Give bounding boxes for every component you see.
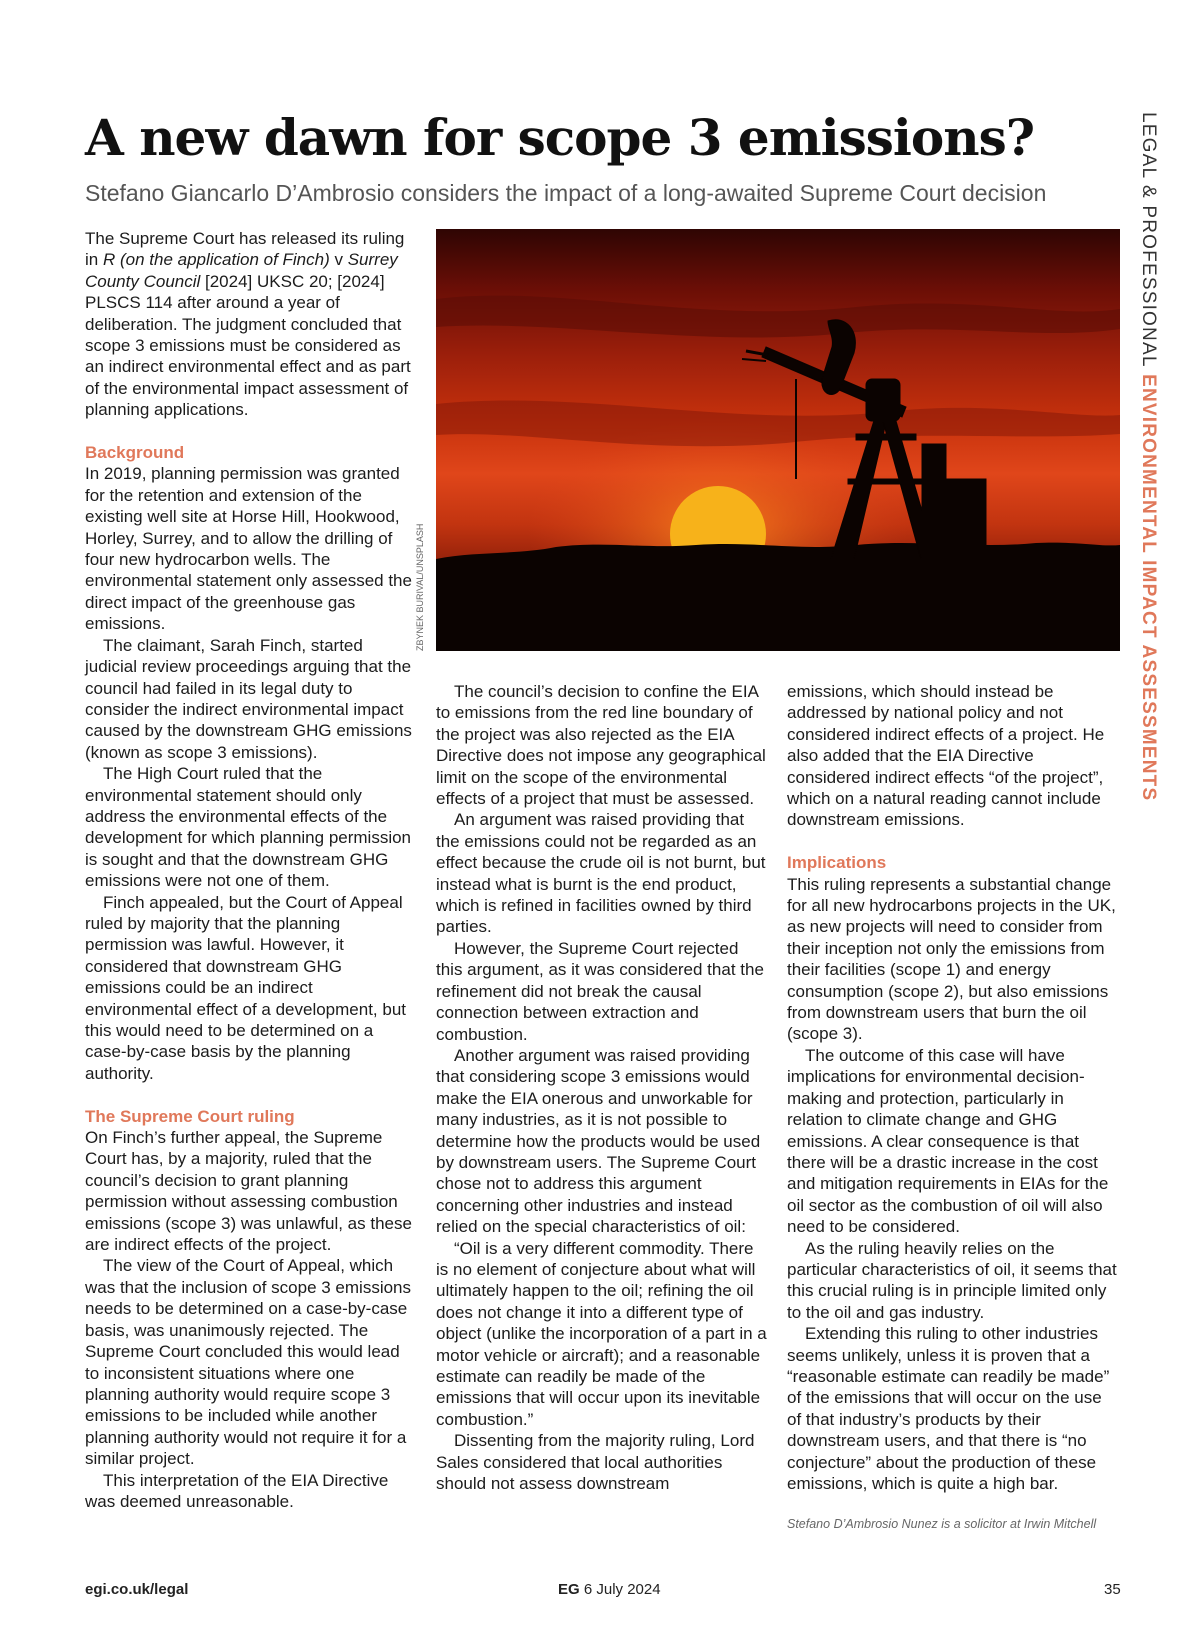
article-subtitle: Stefano Giancarlo D’Ambrosio considers the impact of a long-awaited Supreme Court decision [85, 180, 1047, 206]
implications-heading: Implications [787, 853, 887, 873]
background-paragraph: The High Court ruled that the environmental statement should only address the environmental effects of the development for which planning permission is sought and that the downstream GHG emissions were not one of them. [85, 764, 412, 891]
ruling-paragraph: The view of the Court of Appeal, which was that the inclusion of scope 3 emissions needs to be determined on a case-by-case basis, was unanimously rejected. The Supreme Court concluded this would lead to inconsistent situations where one planning authority would require scope 3 emissions to be included while another planning authority would not require it for a similar project. [85, 1256, 412, 1469]
spacer [85, 421, 418, 442]
background-heading: Background [85, 443, 185, 463]
background-paragraph: Finch appealed, but the Court of Appeal ruled by majority that the planning permission was lawful. However, it considered that downstream GHG emissions could be an indirect environmental effect of a development, but this would need to be determined on a case-by-case basis by the planning authority. [85, 892, 406, 1083]
body-paragraph: Another argument was raised providing that considering scope 3 emissions would make the EIA onerous and unworkable for many industries, as it is not possible to determine how the products would be used by downstream users. The Supreme Court chose not to address this argument concerning other industries and instead relied on the special characteristics of oil: [436, 1045, 761, 1237]
background-paragraph: The claimant, Sarah Finch, started judicial review proceedings arguing that the council had failed in its legal duty to consider the indirect environmental impact caused by the downstream GHG emissions (known as scope 3 emissions). [85, 635, 412, 762]
cloud-band [436, 296, 1120, 338]
article-title: A new dawn for scope 3 emissions? [85, 108, 1035, 167]
body-paragraph: The council’s decision to confine the EIA to emissions from the red line boundary of the project was also rejected as the EIA Directive does not impose any geographical limit on the scope of the environmental effects of a project that must be assessed. [436, 682, 766, 809]
footer-website-link[interactable]: egi.co.uk/legal [85, 1581, 189, 1598]
column-3 [787, 681, 1120, 1494]
implications-paragraph: This ruling represents a substantial change for all new hydrocarbons projects in the UK, as new projects will need to consider from their inception not only the emissions from their facilities (scope 1) and energy consumption (scope 2), but also emissions from downstream users that burn the oil (scope 3). [787, 874, 1116, 1044]
spacer [787, 831, 1120, 852]
ruling-paragraph: On Finch’s further appeal, the Supreme Court has, by a majority, ruled that the council’s decision to grant planning permission without assessing combustion emissions (scope 3) was unlawful, as these are indirect effects of the project. [85, 1128, 412, 1255]
section-label-highlight: ENVIRONMENTAL IMPACT ASSESSMENTS [1138, 374, 1159, 802]
quote-paragraph: “Oil is a very different commodity. There is no element of conjecture about what will ultimately happen to the oil; refining the oil does not change it into a different type of object (unlike the incorporation of a part in a motor vehicle or aircraft); and a reasonable estimate can readily be made of the emissions that will occur upon its inevitable combustion.” [436, 1238, 767, 1429]
footer-issue [558, 1580, 661, 1600]
intro-text-v: v [329, 250, 348, 270]
magazine-name: EG [558, 1581, 580, 1598]
case-name-surrey: Surrey County Council [85, 250, 398, 291]
body-paragraph: An argument was raised providing that the emissions could not be regarded as an effect because the crude oil is not burnt, but instead what is burnt is the end product, which is refined in facilities owned by third parties. [436, 810, 766, 937]
column-1 [85, 228, 418, 1512]
implications-paragraph: Extending this ruling to other industries seems unlikely, unless it is proven that a “reasonable estimate can readily be made” of the emissions that will occur on the use of that industry’s products by their downstream users, and that there is “no conjecture” about the production of these emissions, which is quite a high bar. [787, 1324, 1110, 1494]
section-label-prefix: LEGAL & PROFESSIONAL [1138, 112, 1159, 368]
photo-illustration [436, 229, 1120, 651]
column-2 [436, 681, 769, 1494]
issue-date: 6 July 2024 [579, 1581, 661, 1598]
case-name-finch: R (on the application of Finch) [102, 250, 330, 270]
photo-credit: ZBYNEK BURIVAL/UNSPLASH [415, 523, 425, 651]
section-label [1128, 112, 1168, 812]
background-paragraph: In 2019, planning permission was granted for the retention and extension of the existing well site at Horse Hill, Hookwood, Horley, Surrey, and to allow the drilling of four new hydrocarbon wells. The environmental statement only assessed the direct impact of the greenhouse gas emissions. [85, 464, 412, 634]
intro-text-rest: [2024] UKSC 20; [2024] PLSCS 114 after around a year of deliberation. The judgment concluded that scope 3 emissions must be considered as an indirect environmental effect and as part of the environmental impact assessment of planning applications. [85, 271, 411, 420]
ruling-heading: The Supreme Court ruling [85, 1106, 295, 1126]
intro-text: The Supreme Court has released its ruling in [85, 229, 405, 270]
implications-paragraph: The outcome of this case will have implications for environmental decision-making and protection, particularly in relation to climate change and GHG emissions. A clear consequence is that there will be a drastic increase in the cost and mitigation requirements in EIAs for the oil sector as the combustion of oil will also need to be considered. [787, 1045, 1109, 1237]
body-paragraph: However, the Supreme Court rejected this argument, as it was considered that the refinement did not break the causal connection between extraction and combustion. [436, 938, 764, 1044]
cloud-band [436, 401, 1120, 447]
body-paragraph: emissions, which should instead be addressed by national policy and not considered indirect effects of a project. He also added that the EIA Directive considered indirect effects “of the project”, which on a natural reading cannot include downstream emissions. [787, 682, 1105, 830]
page-number: 35 [1104, 1581, 1121, 1598]
spacer [85, 1084, 418, 1105]
oil-pump-sunset-photo [436, 229, 1120, 651]
body-paragraph: Dissenting from the majority ruling, Lord Sales considered that local authorities should not assess downstream [436, 1431, 755, 1494]
ruling-paragraph: This interpretation of the EIA Directive was deemed unreasonable. [85, 1470, 389, 1511]
intro-paragraph [85, 228, 418, 421]
implications-paragraph: As the ruling heavily relies on the particular characteristics of oil, it seems that this crucial ruling is in principle limited only to the oil and gas industry. [787, 1238, 1117, 1322]
author-byline: Stefano D’Ambrosio Nunez is a solicitor at Irwin Mitchell [787, 1517, 1097, 1531]
